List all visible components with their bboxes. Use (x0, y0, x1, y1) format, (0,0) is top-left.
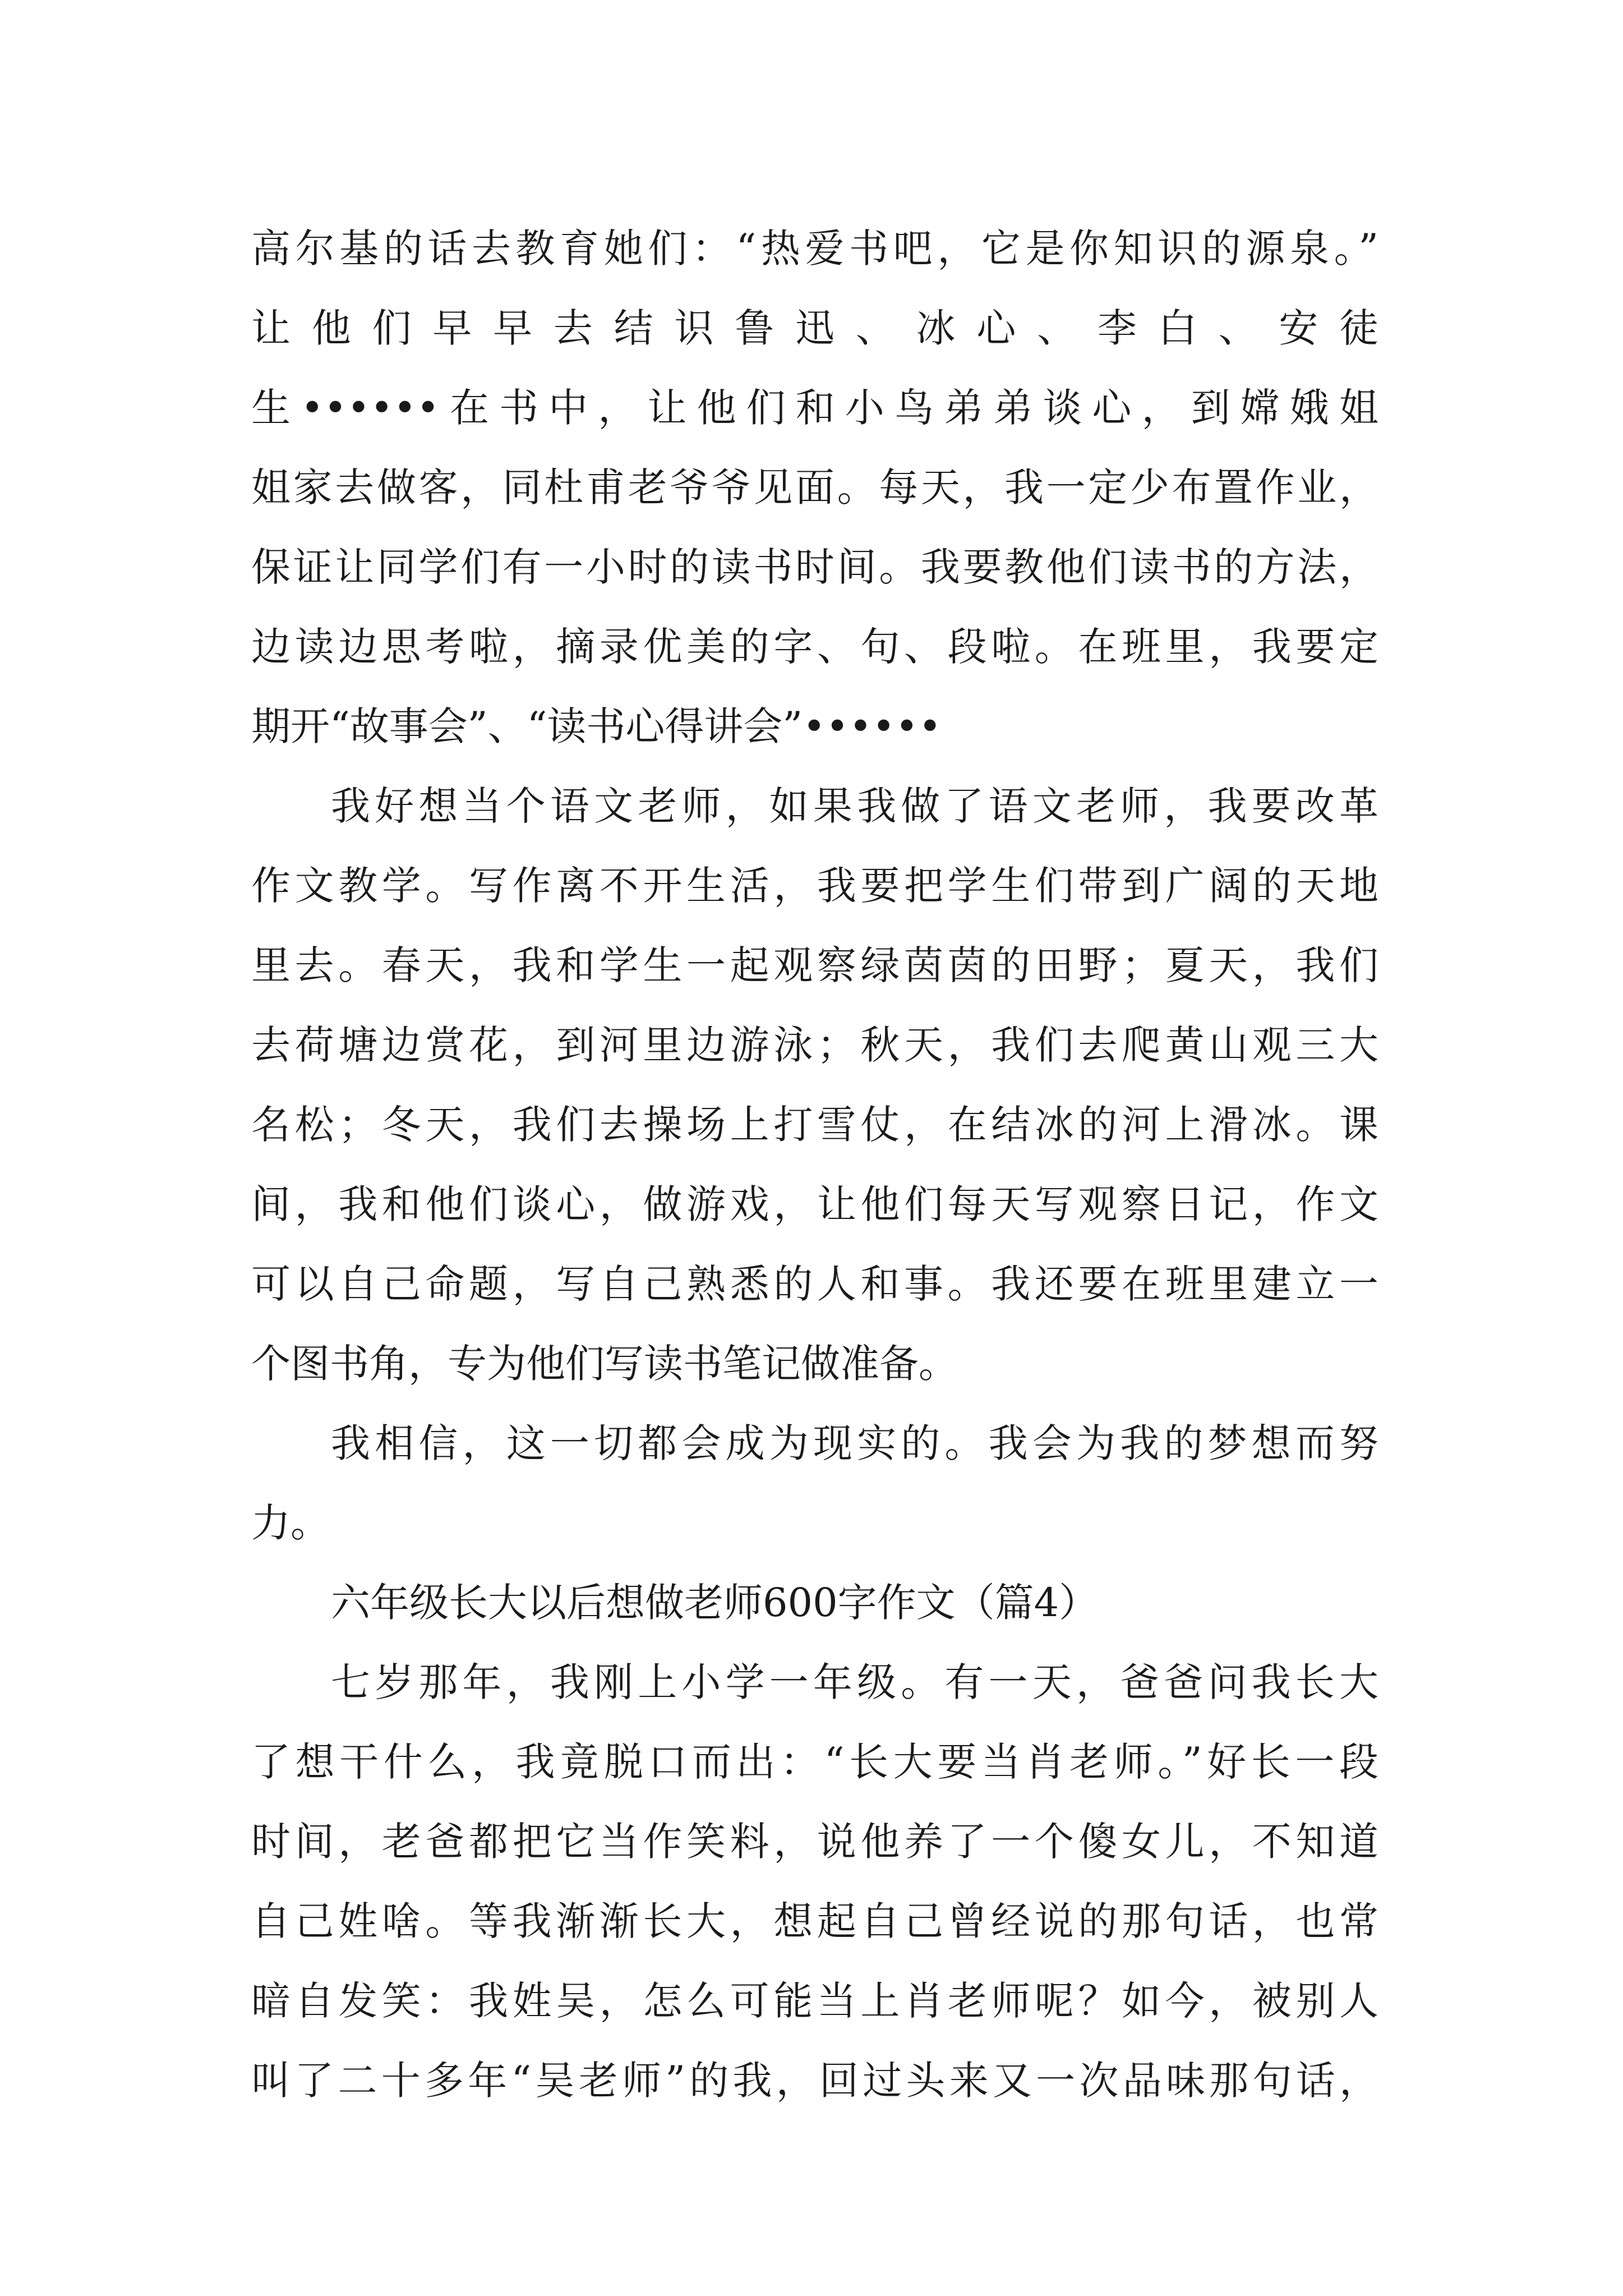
text-line: 边读边思考啦，摘录优美的字、句、段啦。在班里，我要定 (251, 624, 1378, 670)
text-line: 去荷塘边赏花，到河里边游泳；秋天，我们去爬黄山观三大 (251, 1022, 1378, 1068)
text-line: 姐家去做客，同杜甫老爷爷见面。每天，我一定少布置作业， (251, 464, 1378, 510)
text-line: 个图书角，专为他们写读书笔记做准备。 (251, 1341, 958, 1387)
text-line: 高尔基的话去教育她们：“热爱书吧，它是你知识的源泉。” (251, 226, 1378, 272)
text-line: 了想干什么，我竟脱口而出：“长大要当肖老师。”好长一段 (251, 1739, 1378, 1785)
text-line: 期开“故事会”、“读书心得讲会”•••••• (251, 703, 942, 749)
section-heading: 六年级长大以后想做老师600字作文（篇4） (331, 1580, 1099, 1626)
text-line: 名松；冬天，我们去操场上打雪仗，在结冰的河上滑冰。课 (251, 1102, 1378, 1148)
text-line: 让他们早早去结识鲁迅、冰心、李白、安徒 (251, 305, 1378, 351)
text-line: 叫了二十多年“吴老师”的我，回过头来又一次品味那句话， (251, 2058, 1378, 2104)
text-line: 保证让同学们有一小时的读书时间。我要教他们读书的方法， (251, 544, 1378, 590)
text-line: 里去。春天，我和学生一起观察绿茵茵的田野；夏天，我们 (251, 942, 1378, 988)
paragraph-start-line: 我好想当个语文老师，如果我做了语文老师，我要改革 (331, 783, 1378, 829)
paragraph-start-line: 我相信，这一切都会成为现实的。我会为我的梦想而努 (331, 1420, 1378, 1466)
paragraph-start-line: 七岁那年，我刚上小学一年级。有一天，爸爸问我长大 (331, 1659, 1378, 1705)
text-line: 时间，老爸都把它当作笑料，说他养了一个傻女儿，不知道 (251, 1819, 1378, 1865)
text-line: 自己姓啥。等我渐渐长大，想起自己曾经说的那句话，也常 (251, 1898, 1378, 1944)
text-line: 暗自发笑：我姓吴，怎么可能当上肖老师呢？如今，被别人 (251, 1978, 1378, 2024)
text-line: 力。 (251, 1500, 330, 1546)
text-line: 生••••••在书中，让他们和小鸟弟弟谈心，到嫦娥姐 (251, 385, 1378, 431)
document-body (251, 209, 1378, 2120)
text-line: 间，我和他们谈心，做游戏，让他们每天写观察日记，作文 (251, 1181, 1378, 1227)
text-line: 作文教学。写作离不开生活，我要把学生们带到广阔的天地 (251, 863, 1378, 909)
text-line: 可以自己命题，写自己熟悉的人和事。我还要在班里建立一 (251, 1261, 1378, 1307)
